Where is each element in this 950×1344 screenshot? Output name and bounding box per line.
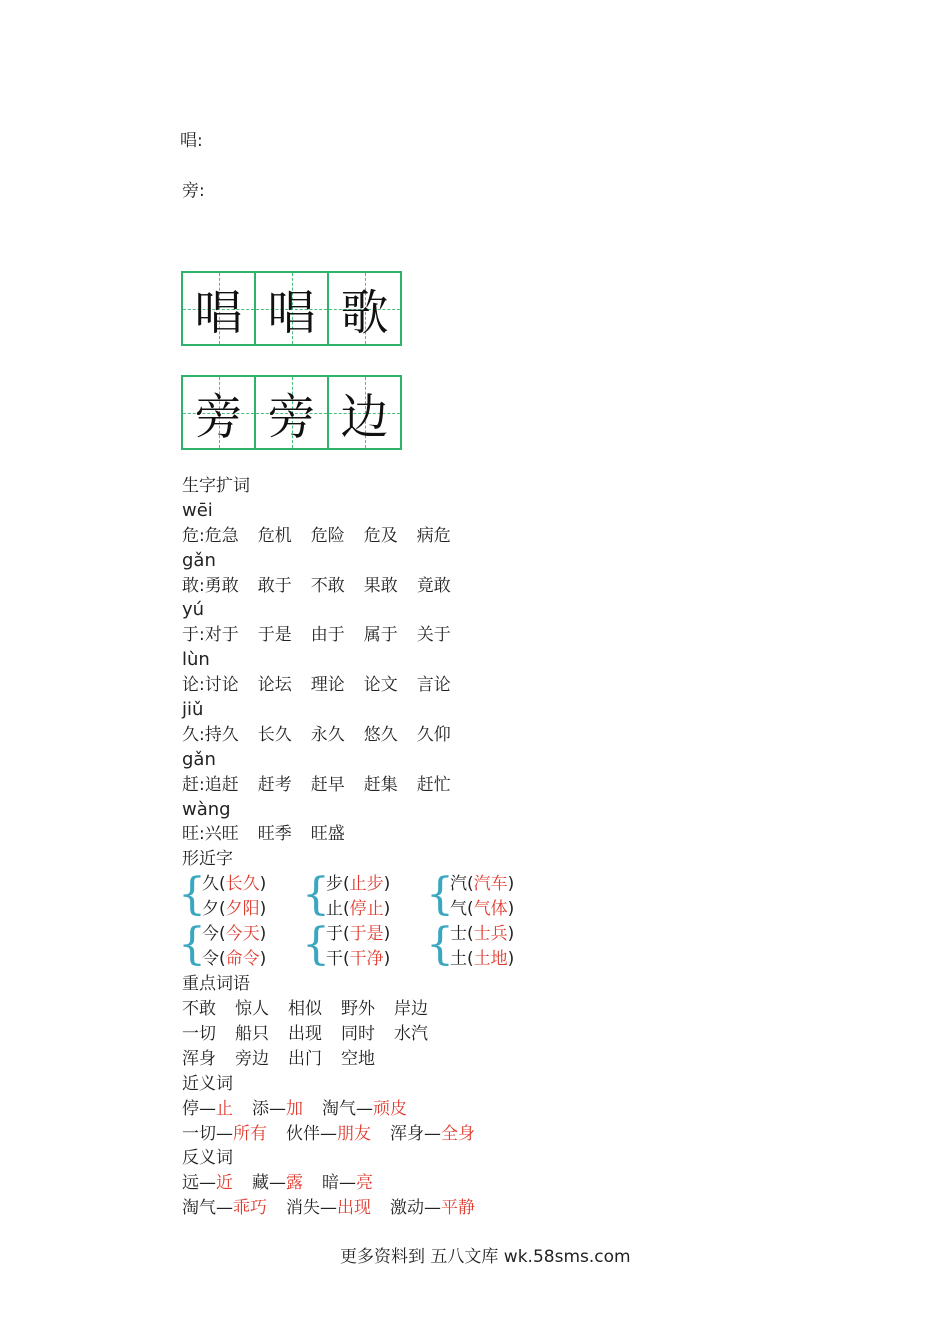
writing-grid-row-2: [181, 375, 402, 450]
similar-answer: 土地: [473, 949, 508, 970]
similar-char: 止: [326, 899, 343, 920]
similar-pair-line: [202, 872, 266, 897]
grid-char: 歌: [340, 285, 389, 341]
vocab-char: 旺:: [182, 824, 205, 845]
similar-char: 于: [326, 924, 343, 945]
synonym-answer: 所有: [233, 1123, 267, 1144]
similar-pair-line: [202, 897, 266, 922]
antonym-answer: 亮: [356, 1173, 373, 1194]
synonym-pair: [286, 1122, 371, 1147]
similar-pair-line: [202, 922, 266, 947]
vocab-word: 赶早: [310, 774, 345, 795]
dash: —: [269, 1173, 286, 1194]
key-word: 出现: [288, 1024, 322, 1045]
grid-char: 边: [340, 389, 389, 445]
similar-row: [178, 869, 515, 922]
vocab-word: 赶集: [363, 774, 398, 795]
similar-char: 土: [450, 949, 467, 970]
vocab-word: 久仰: [416, 724, 451, 745]
vocab-word: 言论: [416, 675, 451, 696]
key-word: 岸边: [394, 999, 428, 1020]
brace-icon: {: [302, 919, 330, 971]
similar-answer: 止步: [349, 874, 384, 895]
paren: (: [467, 899, 474, 920]
similar-pair-line: [202, 947, 266, 972]
pinyin-line: wàng: [182, 798, 231, 820]
synonym-pair: [252, 1097, 303, 1122]
similar-char: 久: [202, 874, 219, 895]
similar-char: 气: [450, 899, 467, 920]
vocab-char: 于:: [182, 625, 205, 646]
similar-char: 今: [202, 924, 219, 945]
vocab-word: 持久: [204, 724, 239, 745]
paren: (: [219, 899, 226, 920]
vocab-list: [182, 499, 494, 847]
similar-heading: 形近字: [182, 849, 233, 870]
paren: ): [259, 924, 267, 945]
paren: ): [507, 924, 515, 945]
vocab-line: [182, 723, 494, 748]
antonyms-list: [182, 1171, 494, 1221]
key-word: 出门: [288, 1048, 322, 1069]
antonym-line: [182, 1171, 494, 1196]
vocab-word: 旺季: [257, 824, 292, 845]
synonym-line: [182, 1122, 494, 1147]
paren: (: [343, 874, 350, 895]
grid-char: 旁: [194, 389, 243, 445]
vocab-word: 永久: [310, 724, 345, 745]
vocab-word: 论文: [363, 675, 398, 696]
key-words-line: [182, 1047, 494, 1072]
antonym-pair: [182, 1171, 233, 1196]
key-word: 相似: [288, 999, 322, 1020]
brace-icon: {: [178, 919, 206, 971]
similar-char: 干: [326, 949, 343, 970]
vocab-word: 危急: [204, 525, 239, 546]
grid-cell: [329, 271, 402, 346]
similar-pair-line: [450, 872, 514, 897]
dash: —: [320, 1198, 337, 1219]
similar-answer: 长久: [225, 874, 260, 895]
antonyms-heading: 反义词: [182, 1148, 233, 1169]
paren: ): [259, 874, 267, 895]
antonym-answer: 露: [286, 1173, 303, 1194]
vocab-word: 病危: [416, 525, 451, 546]
brace-icon: {: [426, 869, 454, 921]
vocab-word: 不敢: [310, 575, 345, 596]
synonyms-heading: 近义词: [182, 1073, 233, 1094]
vocab-line: [182, 773, 494, 798]
pinyin-line: gǎn: [182, 549, 216, 571]
vocab-char: 赶:: [182, 774, 205, 795]
similar-pair-line: [450, 922, 514, 947]
paren: ): [259, 899, 267, 920]
key-words-line: [182, 997, 494, 1022]
vocab-line: [182, 623, 494, 648]
vocab-heading: 生字扩词: [182, 476, 250, 496]
paren: ): [383, 924, 391, 945]
dash: —: [356, 1098, 373, 1119]
similar-answer: 于是: [349, 924, 384, 945]
vocab-line: [182, 822, 494, 847]
vocab-line: [182, 524, 494, 549]
paren: (: [343, 949, 350, 970]
key-words-heading: 重点词语: [182, 974, 250, 995]
similar-pair-line: [326, 922, 390, 947]
grid-char: 唱: [194, 285, 243, 341]
grid-char: 旁: [267, 389, 316, 445]
vocab-word: 竟敢: [416, 575, 451, 596]
key-words-list: [182, 997, 494, 1072]
antonym-answer: 乖巧: [233, 1198, 267, 1219]
dash: —: [199, 1098, 216, 1119]
antonym-answer: 出现: [337, 1198, 371, 1219]
synonym-answer: 顽皮: [373, 1098, 407, 1119]
vocab-char: 危:: [182, 525, 205, 546]
synonym-word: 一切: [182, 1123, 216, 1144]
paren: ): [383, 899, 391, 920]
paren: (: [467, 924, 474, 945]
key-word: 旁边: [235, 1048, 269, 1069]
antonym-pair: [390, 1196, 475, 1221]
synonym-pair: [390, 1122, 475, 1147]
vocab-char: 敢:: [182, 575, 205, 596]
vocab-word: 旺盛: [310, 824, 345, 845]
vocab-word: 于是: [257, 625, 292, 646]
antonym-line: [182, 1196, 494, 1221]
dash: —: [320, 1123, 337, 1144]
paren: (: [467, 874, 474, 895]
similar-pair-line: [326, 897, 390, 922]
dash: —: [216, 1198, 233, 1219]
key-word: 不敢: [182, 999, 216, 1020]
dash: —: [216, 1123, 233, 1144]
vocab-char: 论:: [182, 675, 205, 696]
paren: ): [507, 899, 515, 920]
vocab-word: 理论: [310, 675, 345, 696]
key-word: 一切: [182, 1024, 216, 1045]
similar-pair-line: [450, 897, 514, 922]
antonym-pair: [286, 1196, 371, 1221]
vocab-word: 危及: [363, 525, 398, 546]
vocab-word: 对于: [204, 625, 239, 646]
synonym-line: [182, 1097, 494, 1122]
vocab-word: 论坛: [257, 675, 292, 696]
dash: —: [424, 1123, 441, 1144]
vocab-word: 由于: [310, 625, 345, 646]
antonym-word: 暗: [322, 1173, 339, 1194]
antonym-answer: 近: [216, 1173, 233, 1194]
key-word: 浑身: [182, 1048, 216, 1069]
vocab-word: 追赶: [204, 774, 239, 795]
paren: (: [219, 949, 226, 970]
pinyin-line: lùn: [182, 649, 210, 671]
synonym-pair: [182, 1097, 233, 1122]
similar-char: 夕: [202, 899, 219, 920]
vocab-word: 敢于: [257, 575, 292, 596]
similar-pair-line: [326, 947, 390, 972]
synonym-word: 伙伴: [286, 1123, 320, 1144]
key-word: 水汽: [394, 1024, 428, 1045]
paren: (: [343, 924, 350, 945]
similar-char: 汽: [450, 874, 467, 895]
vocab-word: 关于: [416, 625, 451, 646]
stroke-label-pang: 旁:: [182, 181, 205, 201]
grid-char: 唱: [267, 285, 316, 341]
similar-answer: 士兵: [473, 924, 508, 945]
similar-answer: 今天: [225, 924, 260, 945]
pinyin-line: wēi: [182, 499, 213, 521]
synonym-answer: 全身: [441, 1123, 475, 1144]
brace-icon: {: [178, 869, 206, 921]
paren: ): [259, 949, 267, 970]
similar-answer: 气体: [473, 899, 508, 920]
antonym-word: 激动: [390, 1198, 424, 1219]
antonym-pair: [252, 1171, 303, 1196]
dash: —: [424, 1198, 441, 1219]
synonym-answer: 加: [286, 1098, 303, 1119]
synonym-pair: [322, 1097, 407, 1122]
similar-answer: 汽车: [473, 874, 508, 895]
brace-icon: {: [426, 919, 454, 971]
dash: —: [269, 1098, 286, 1119]
similar-answer: 停止: [349, 899, 384, 920]
similar-chars: [178, 869, 515, 972]
grid-cell: [329, 375, 402, 450]
vocab-word: 勇敢: [204, 575, 239, 596]
paren: ): [383, 949, 391, 970]
brace-icon: {: [302, 869, 330, 921]
key-word: 野外: [341, 999, 375, 1020]
key-word: 空地: [341, 1048, 375, 1069]
synonym-word: 淘气: [322, 1098, 356, 1119]
paren: (: [219, 874, 226, 895]
pinyin-line: jiǔ: [182, 699, 204, 721]
vocab-word: 悠久: [363, 724, 398, 745]
dash: —: [199, 1173, 216, 1194]
key-word: 船只: [235, 1024, 269, 1045]
key-words-line: [182, 1022, 494, 1047]
study-notes: [178, 474, 515, 1221]
antonym-pair: [182, 1196, 267, 1221]
similar-answer: 命令: [225, 949, 260, 970]
paren: (: [343, 899, 350, 920]
vocab-word: 危险: [310, 525, 345, 546]
vocab-word: 属于: [363, 625, 398, 646]
antonym-word: 消失: [286, 1198, 320, 1219]
antonym-word: 藏: [252, 1173, 269, 1194]
synonym-word: 停: [182, 1098, 199, 1119]
similar-char: 步: [326, 874, 343, 895]
paren: (: [467, 949, 474, 970]
vocab-word: 兴旺: [204, 824, 239, 845]
synonym-answer: 朋友: [337, 1123, 371, 1144]
similar-char: 士: [450, 924, 467, 945]
antonym-word: 淘气: [182, 1198, 216, 1219]
similar-answer: 干净: [349, 949, 384, 970]
vocab-word: 讨论: [204, 675, 239, 696]
grid-cell: [181, 271, 256, 346]
synonyms-list: [182, 1097, 494, 1147]
vocab-word: 赶忙: [416, 774, 451, 795]
grid-cell: [256, 271, 329, 346]
similar-answer: 夕阳: [225, 899, 260, 920]
antonym-answer: 平静: [441, 1198, 475, 1219]
vocab-line: [182, 574, 494, 599]
paren: (: [219, 924, 226, 945]
pinyin-line: gǎn: [182, 748, 216, 770]
pinyin-line: yú: [182, 599, 205, 621]
writing-grid-row-1: [181, 271, 402, 346]
antonym-pair: [322, 1171, 373, 1196]
vocab-char: 久:: [182, 724, 205, 745]
paren: ): [383, 874, 391, 895]
key-word: 同时: [341, 1024, 375, 1045]
vocab-word: 果敢: [363, 575, 398, 596]
stroke-label-chang: 唱:: [180, 131, 203, 151]
paren: ): [507, 949, 515, 970]
grid-cell: [256, 375, 329, 450]
similar-pair-line: [450, 947, 514, 972]
antonym-word: 远: [182, 1173, 199, 1194]
synonym-word: 浑身: [390, 1123, 424, 1144]
footer-source: 更多资料到 五八文库 wk.58sms.com: [340, 1247, 631, 1267]
vocab-line: [182, 673, 494, 698]
synonym-answer: 止: [216, 1098, 233, 1119]
vocab-word: 危机: [257, 525, 292, 546]
key-word: 惊人: [235, 999, 269, 1020]
grid-cell: [181, 375, 256, 450]
similar-row: [178, 919, 515, 972]
synonym-word: 添: [252, 1098, 269, 1119]
paren: ): [507, 874, 515, 895]
synonym-pair: [182, 1122, 267, 1147]
vocab-word: 赶考: [257, 774, 292, 795]
similar-char: 令: [202, 949, 219, 970]
vocab-word: 长久: [257, 724, 292, 745]
similar-pair-line: [326, 872, 390, 897]
dash: —: [339, 1173, 356, 1194]
